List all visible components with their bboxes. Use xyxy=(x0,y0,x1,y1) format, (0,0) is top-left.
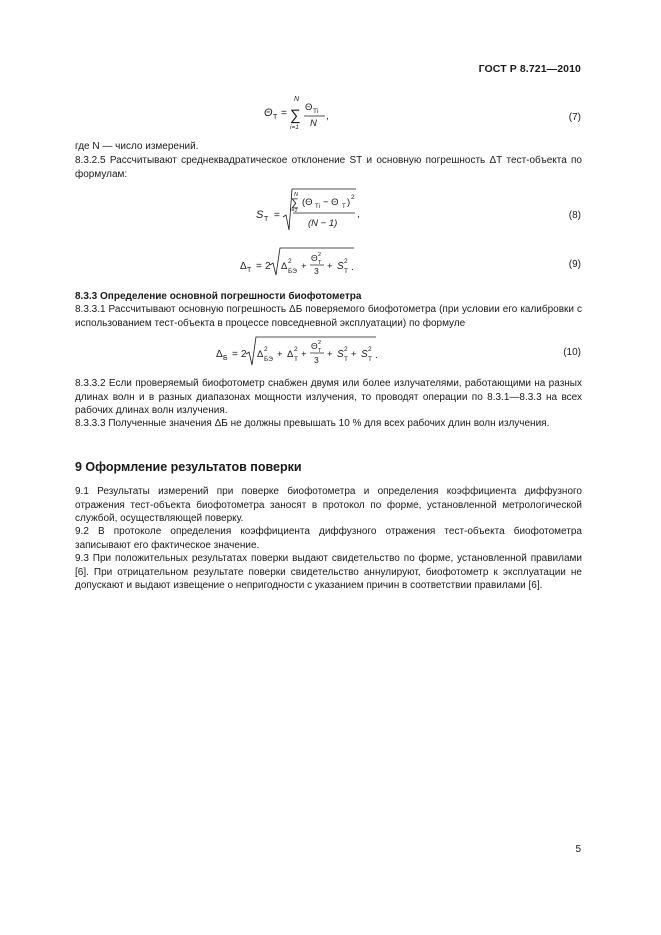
equation-9-number: (9) xyxy=(568,259,581,270)
eq8-equals: = xyxy=(274,210,280,221)
eq9-frac-den: 3 xyxy=(314,266,319,276)
paragraph-8-3-3-1: 8.3.3.1 Рассчитывают основную погрешность ΔБ поверяемого биофотометра (при условии его калибровки с использованием тест-объекта в процессе повседневной эксплуатации) по формуле xyxy=(75,304,582,329)
eq10-term1: Δ xyxy=(257,349,264,360)
eq8-num-sub2: Т xyxy=(342,204,346,210)
equation-8 xyxy=(0,186,661,234)
eq10-term4-sup: 2 xyxy=(344,346,348,353)
eq9-lhs: Δ xyxy=(240,261,247,272)
eq10-term2: Δ xyxy=(287,349,294,360)
eq7-lhs-sub: Т xyxy=(273,114,278,121)
eq9-lhs-sub: Т xyxy=(247,267,252,274)
eq10-term4-sub: Т xyxy=(344,356,348,363)
eq10-term5-sub: Т xyxy=(368,356,372,363)
eq7-sum-sign: ∑ xyxy=(290,107,301,124)
eq10-term2-sub: Т xyxy=(294,356,298,363)
eq10-equals: = xyxy=(232,349,238,360)
eq10-plus-4: + xyxy=(351,349,357,360)
eq9-term3-sub: Т xyxy=(344,268,348,275)
eq10-lhs: Δ xyxy=(216,349,223,360)
eq7-tail: , xyxy=(326,111,329,122)
eq8-tail: , xyxy=(357,209,360,220)
eq9-term3: S xyxy=(337,261,344,272)
eq10-coef: 2 xyxy=(241,349,247,360)
eq10-frac-den: 3 xyxy=(314,355,319,365)
eq9-tail: . xyxy=(351,262,354,273)
paragraph-9-1: 9.1 Результаты измерений при поверке биофотометра и определения коэффициента диффузного отражения тест-объекта биофотометра заносят в протокол по форме, установленной метрологической службой, осуществляющей поверку. xyxy=(75,486,582,524)
equation-9 xyxy=(0,244,661,278)
eq7-num: Θ xyxy=(305,102,313,113)
eq9-term1: Δ xyxy=(281,261,288,272)
equation-10 xyxy=(0,334,661,370)
eq10-term4: S xyxy=(337,349,344,360)
eq8-num-end: ) xyxy=(347,197,351,208)
eq10-term2-sup: 2 xyxy=(294,346,298,353)
eq9-plus-1: + xyxy=(301,261,307,272)
eq10-lhs-sub: Б xyxy=(223,355,228,362)
eq8-den: (N − 1) xyxy=(308,218,338,229)
eq8-sum-sign: ∑ xyxy=(291,197,299,209)
equation-7-svg xyxy=(0,92,661,132)
paragraph-8-3-3-3: 8.3.3.3 Полученные значения ΔБ не должны превышать 10 % для всех рабочих длин волн излучения. xyxy=(75,418,550,429)
eq10-plus-3: + xyxy=(327,349,333,360)
eq9-term1-sub: БЭ xyxy=(288,268,297,275)
eq8-sup: 2 xyxy=(351,194,355,201)
eq10-frac-num: Θ xyxy=(311,341,318,351)
eq7-lhs: Θ xyxy=(264,107,273,119)
eq10-term1-sup: 2 xyxy=(264,346,268,353)
eq7-equals: = xyxy=(281,108,287,119)
eq9-term3-sup: 2 xyxy=(344,258,348,265)
eq10-frac-num-sup: 2 xyxy=(318,340,322,346)
eq9-plus-2: + xyxy=(327,261,333,272)
eq9-frac-num-sub: Т xyxy=(318,260,322,266)
eq7-sum-bottom: i=1 xyxy=(290,124,299,131)
eq8-sum-top: N xyxy=(294,192,298,198)
equation-10-svg xyxy=(0,334,661,370)
eq9-equals: = xyxy=(256,261,262,272)
eq10-tail: . xyxy=(375,350,378,361)
eq10-term5-sup: 2 xyxy=(368,346,372,353)
heading-8-3-3: 8.3.3 Определение основной погрешности биофотометра xyxy=(75,291,362,302)
eq10-term5: S xyxy=(361,349,368,360)
section-9-heading: 9 Оформление результатов поверки xyxy=(75,460,302,474)
paragraph-8-3-3-2: 8.3.3.2 Если проверяемый биофотометр снабжен двумя или более излучателями, работающими на разных длинах волн и в разных диапазонах мощности излучения, то проводят операции по 8.3.1—8.3.3 на всех рабочих длинах волн излучения. xyxy=(75,378,582,416)
eq9-coef: 2 xyxy=(265,261,271,272)
paragraph-8-3-2-5-text: 8.3.2.5 Рассчитывают среднеквадратическое отклонение SТ и основную погрешность ΔТ тест-объекта по формулам: xyxy=(75,155,582,180)
equation-7-number: (7) xyxy=(568,112,581,123)
eq8-num-mid: − Θ xyxy=(323,197,339,208)
page-number: 5 xyxy=(575,844,581,855)
paragraph-8-3-2-5 xyxy=(75,154,582,181)
eq7-sum-top: N xyxy=(294,96,300,103)
equation-9-svg xyxy=(0,244,661,278)
eq10-plus-1: + xyxy=(277,349,283,360)
equation-8-number: (8) xyxy=(568,210,581,221)
paragraph-where-n: где N — число измерений. xyxy=(75,141,199,152)
eq8-lhs-sub: Т xyxy=(264,216,269,223)
eq10-term1-sub: БЭ xyxy=(264,356,273,363)
eq9-frac-num: Θ xyxy=(311,253,318,263)
eq8-lhs: S xyxy=(256,209,264,221)
eq8-sum-bottom: i=1 xyxy=(290,208,298,214)
eq8-num-expr: (Θ xyxy=(302,197,313,208)
eq10-plus-2: + xyxy=(301,349,307,360)
equation-8-svg xyxy=(0,186,661,234)
paragraph-9-2: 9.2 В протоколе определения коэффициента диффузного отражения тест-объекта биофотометра записывают его фактическое значение. xyxy=(75,526,582,551)
eq8-num-sub: Тi xyxy=(315,204,320,210)
paragraph-9-3: 9.3 При положительных результатах поверки выдают свидетельство по форме, установленной правилами [6]. При отрицательном результате поверки свидетельство аннулируют, биофотометр к эксплуатации не допускают и выдают извещение о непригодности с указанием причин в соответствии правилами [6]. xyxy=(75,553,582,591)
eq9-term1-sup: 2 xyxy=(288,258,292,265)
equation-10-number: (10) xyxy=(563,347,581,358)
eq9-frac-num-sup: 2 xyxy=(318,252,322,258)
document-code: ГОСТ Р 8.721—2010 xyxy=(478,63,581,75)
eq10-frac-num-sub: Т xyxy=(318,348,322,354)
eq7-den: N xyxy=(310,118,317,129)
equation-7 xyxy=(0,92,661,132)
eq7-num-sub: Тi xyxy=(313,108,319,115)
